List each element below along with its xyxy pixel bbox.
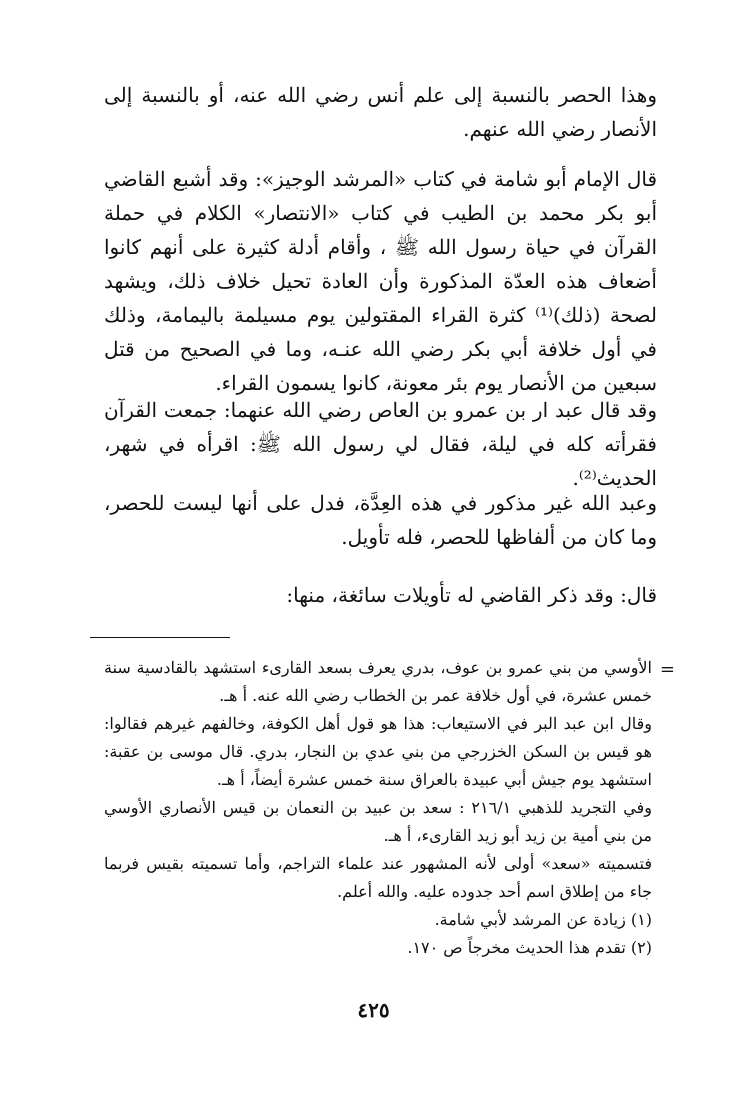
body-paragraph-2: قال الإمام أبو شامة في كتاب «المرشد الوجيز»: وقد أشبع القاضي أبو بكر محمد بن الطيب في كتاب «الانتصار» الكلام في حملة القرآن في حياة رسول الله ﷺ ، وأقام أدلة كثيرة على أنهم كانوا أضعاف هذه العدّة المذكورة وأن العادة تحيل خلاف ذلك، ويشهد لصحة (ذلك)⁽¹⁾ كثرة القراء المقتولين يوم مسيلمة باليمامة، وذلك في أول خلافة أبي بكر رضي الله عنـه، وما في الصحيح من قتل سبعين من الأنصار يوم بئر معونة، كانوا يسمون القراء.: [104, 167, 657, 395]
page-number: ٤٢٥: [357, 998, 390, 1022]
footnote-continuation-mark: =: [659, 659, 675, 680]
footnote-line-4: فتسميته «سعد» أولى لأنه المشهور عند علماء التراجم، وأما تسميته بقيس فربما جاء من إطلاق اسم أحد جدوده عليه. والله أعلم.: [104, 854, 652, 901]
body-paragraph-4: وعبد الله غير مذكور في هذه العِدَّة، فدل على أنها ليست للحصر، وما كان من ألفاظها للحصر، فله تأويل.: [104, 491, 657, 549]
footnote-line-2: وقال ابن عبد البر في الاستيعاب: هذا هو قول أهل الكوفة، وخالفهم غيرهم فقالوا: هو قيس بن السكن الخزرجي من بني عدي بن النجار، بدري. قال موسى بن عقبة: استشهد يوم جيش أبي عبيدة بالعراق سنة خمس عشرة أيضاً، أ هـ.: [104, 714, 652, 789]
footnote-1: (١) زيادة عن المرشد لأبي شامة.: [434, 910, 652, 929]
body-paragraph-3: وقد قال عبد ار بن عمرو بن العاص رضي الله عنهما: جمعت القرآن فقرأته كله في ليلة، فقال لي رسول الله ﷺ: اقرأه في شهر، الحديث⁽²⁾.: [104, 398, 657, 490]
body-paragraph-5: قال: وقد ذكر القاضي له تأويلات سائغة، منها:: [286, 583, 657, 607]
footnote-2: (٢) تقدم هذا الحديث مخرجاً ص ١٧٠.: [407, 938, 652, 957]
footnotes: [104, 654, 652, 962]
footnote-separator: [90, 637, 230, 638]
footnote-line-3: وفي التجريد للذهبي ٢١٦/١ : سعد بن عبيد بن النعمان بن قيس الأنصاري الأوسي من بني أمية بن زيد أبو زيد القارىء، أ هـ.: [104, 798, 653, 845]
body-paragraph-1: وهذا الحصر بالنسبة إلى علم أنس رضي الله عنه، أو بالنسبة إلى الأنصار رضي الله عنهم.: [104, 83, 657, 141]
footnote-line-1: الأوسي من بني عمرو بن عوف، بدري يعرف بسعد القارىء استشهد بالقادسية سنة خمس عشرة، في أول خلافة عمر بن الخطاب رضي الله عنه. أ هـ.: [104, 658, 652, 705]
